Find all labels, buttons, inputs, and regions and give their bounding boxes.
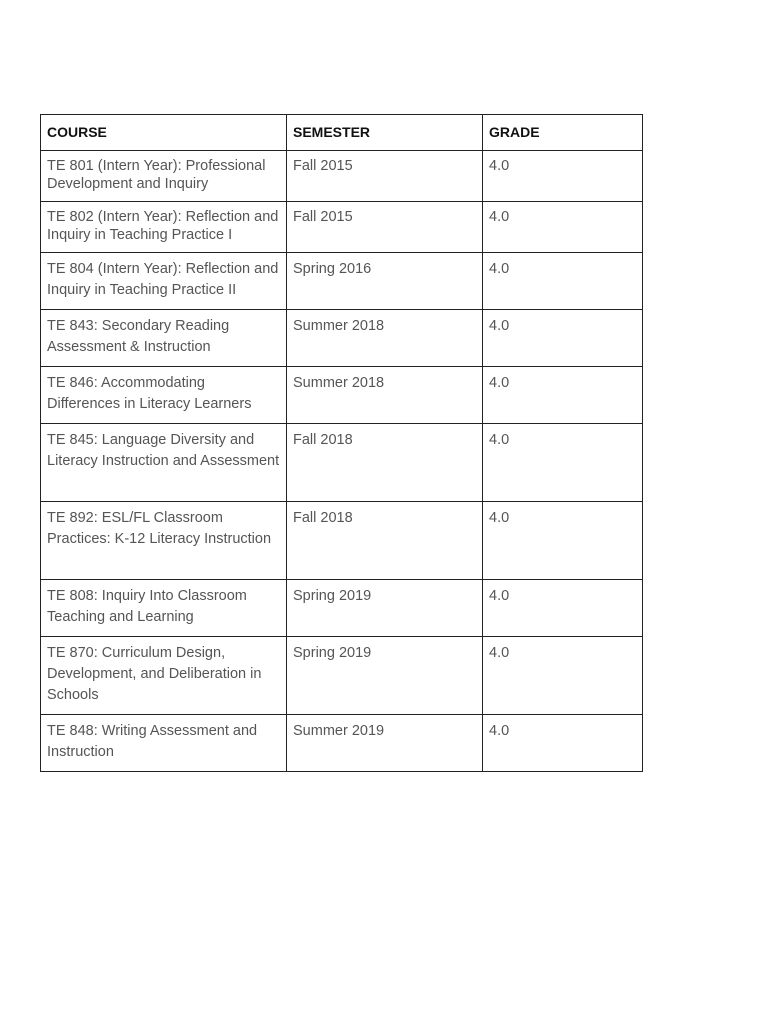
grade-cell: 4.0 bbox=[483, 637, 643, 715]
course-cell: TE 892: ESL/FL Classroom Practices: K-12 Literacy Instruction bbox=[41, 502, 287, 580]
course-cell: TE 804 (Intern Year): Reflection and Inquiry in Teaching Practice II bbox=[41, 253, 287, 310]
semester-cell: Fall 2015 bbox=[287, 151, 483, 202]
semester-cell: Fall 2015 bbox=[287, 202, 483, 253]
column-header-course: COURSE bbox=[41, 115, 287, 151]
semester-cell: Spring 2019 bbox=[287, 580, 483, 637]
table-row bbox=[41, 310, 643, 367]
course-cell: TE 808: Inquiry Into Classroom Teaching and Learning bbox=[41, 580, 287, 637]
grade-cell: 4.0 bbox=[483, 151, 643, 202]
course-cell: TE 846: Accommodating Differences in Literacy Learners bbox=[41, 367, 287, 424]
table-row bbox=[41, 367, 643, 424]
course-cell: TE 848: Writing Assessment and Instruction bbox=[41, 715, 287, 772]
course-grades-table bbox=[40, 114, 643, 772]
grade-cell: 4.0 bbox=[483, 310, 643, 367]
course-cell: TE 845: Language Diversity and Literacy Instruction and Assessment bbox=[41, 424, 287, 502]
table-row bbox=[41, 502, 643, 580]
table-row bbox=[41, 637, 643, 715]
grade-cell: 4.0 bbox=[483, 367, 643, 424]
semester-cell: Summer 2019 bbox=[287, 715, 483, 772]
grade-cell: 4.0 bbox=[483, 202, 643, 253]
grade-cell: 4.0 bbox=[483, 253, 643, 310]
table-row bbox=[41, 715, 643, 772]
column-header-semester: SEMESTER bbox=[287, 115, 483, 151]
table-header-row bbox=[41, 115, 643, 151]
grade-cell: 4.0 bbox=[483, 580, 643, 637]
semester-cell: Summer 2018 bbox=[287, 310, 483, 367]
grade-cell: 4.0 bbox=[483, 715, 643, 772]
course-cell: TE 870: Curriculum Design, Development, and Deliberation in Schools bbox=[41, 637, 287, 715]
grade-cell: 4.0 bbox=[483, 424, 643, 502]
table-row bbox=[41, 580, 643, 637]
table-row bbox=[41, 151, 643, 202]
table-row bbox=[41, 424, 643, 502]
course-cell: TE 801 (Intern Year): Professional Development and Inquiry bbox=[41, 151, 287, 202]
semester-cell: Fall 2018 bbox=[287, 424, 483, 502]
table-row bbox=[41, 202, 643, 253]
semester-cell: Fall 2018 bbox=[287, 502, 483, 580]
semester-cell: Spring 2019 bbox=[287, 637, 483, 715]
semester-cell: Spring 2016 bbox=[287, 253, 483, 310]
grade-cell: 4.0 bbox=[483, 502, 643, 580]
column-header-grade: GRADE bbox=[483, 115, 643, 151]
course-cell: TE 802 (Intern Year): Reflection and Inquiry in Teaching Practice I bbox=[41, 202, 287, 253]
semester-cell: Summer 2018 bbox=[287, 367, 483, 424]
course-cell: TE 843: Secondary Reading Assessment & Instruction bbox=[41, 310, 287, 367]
table-row bbox=[41, 253, 643, 310]
